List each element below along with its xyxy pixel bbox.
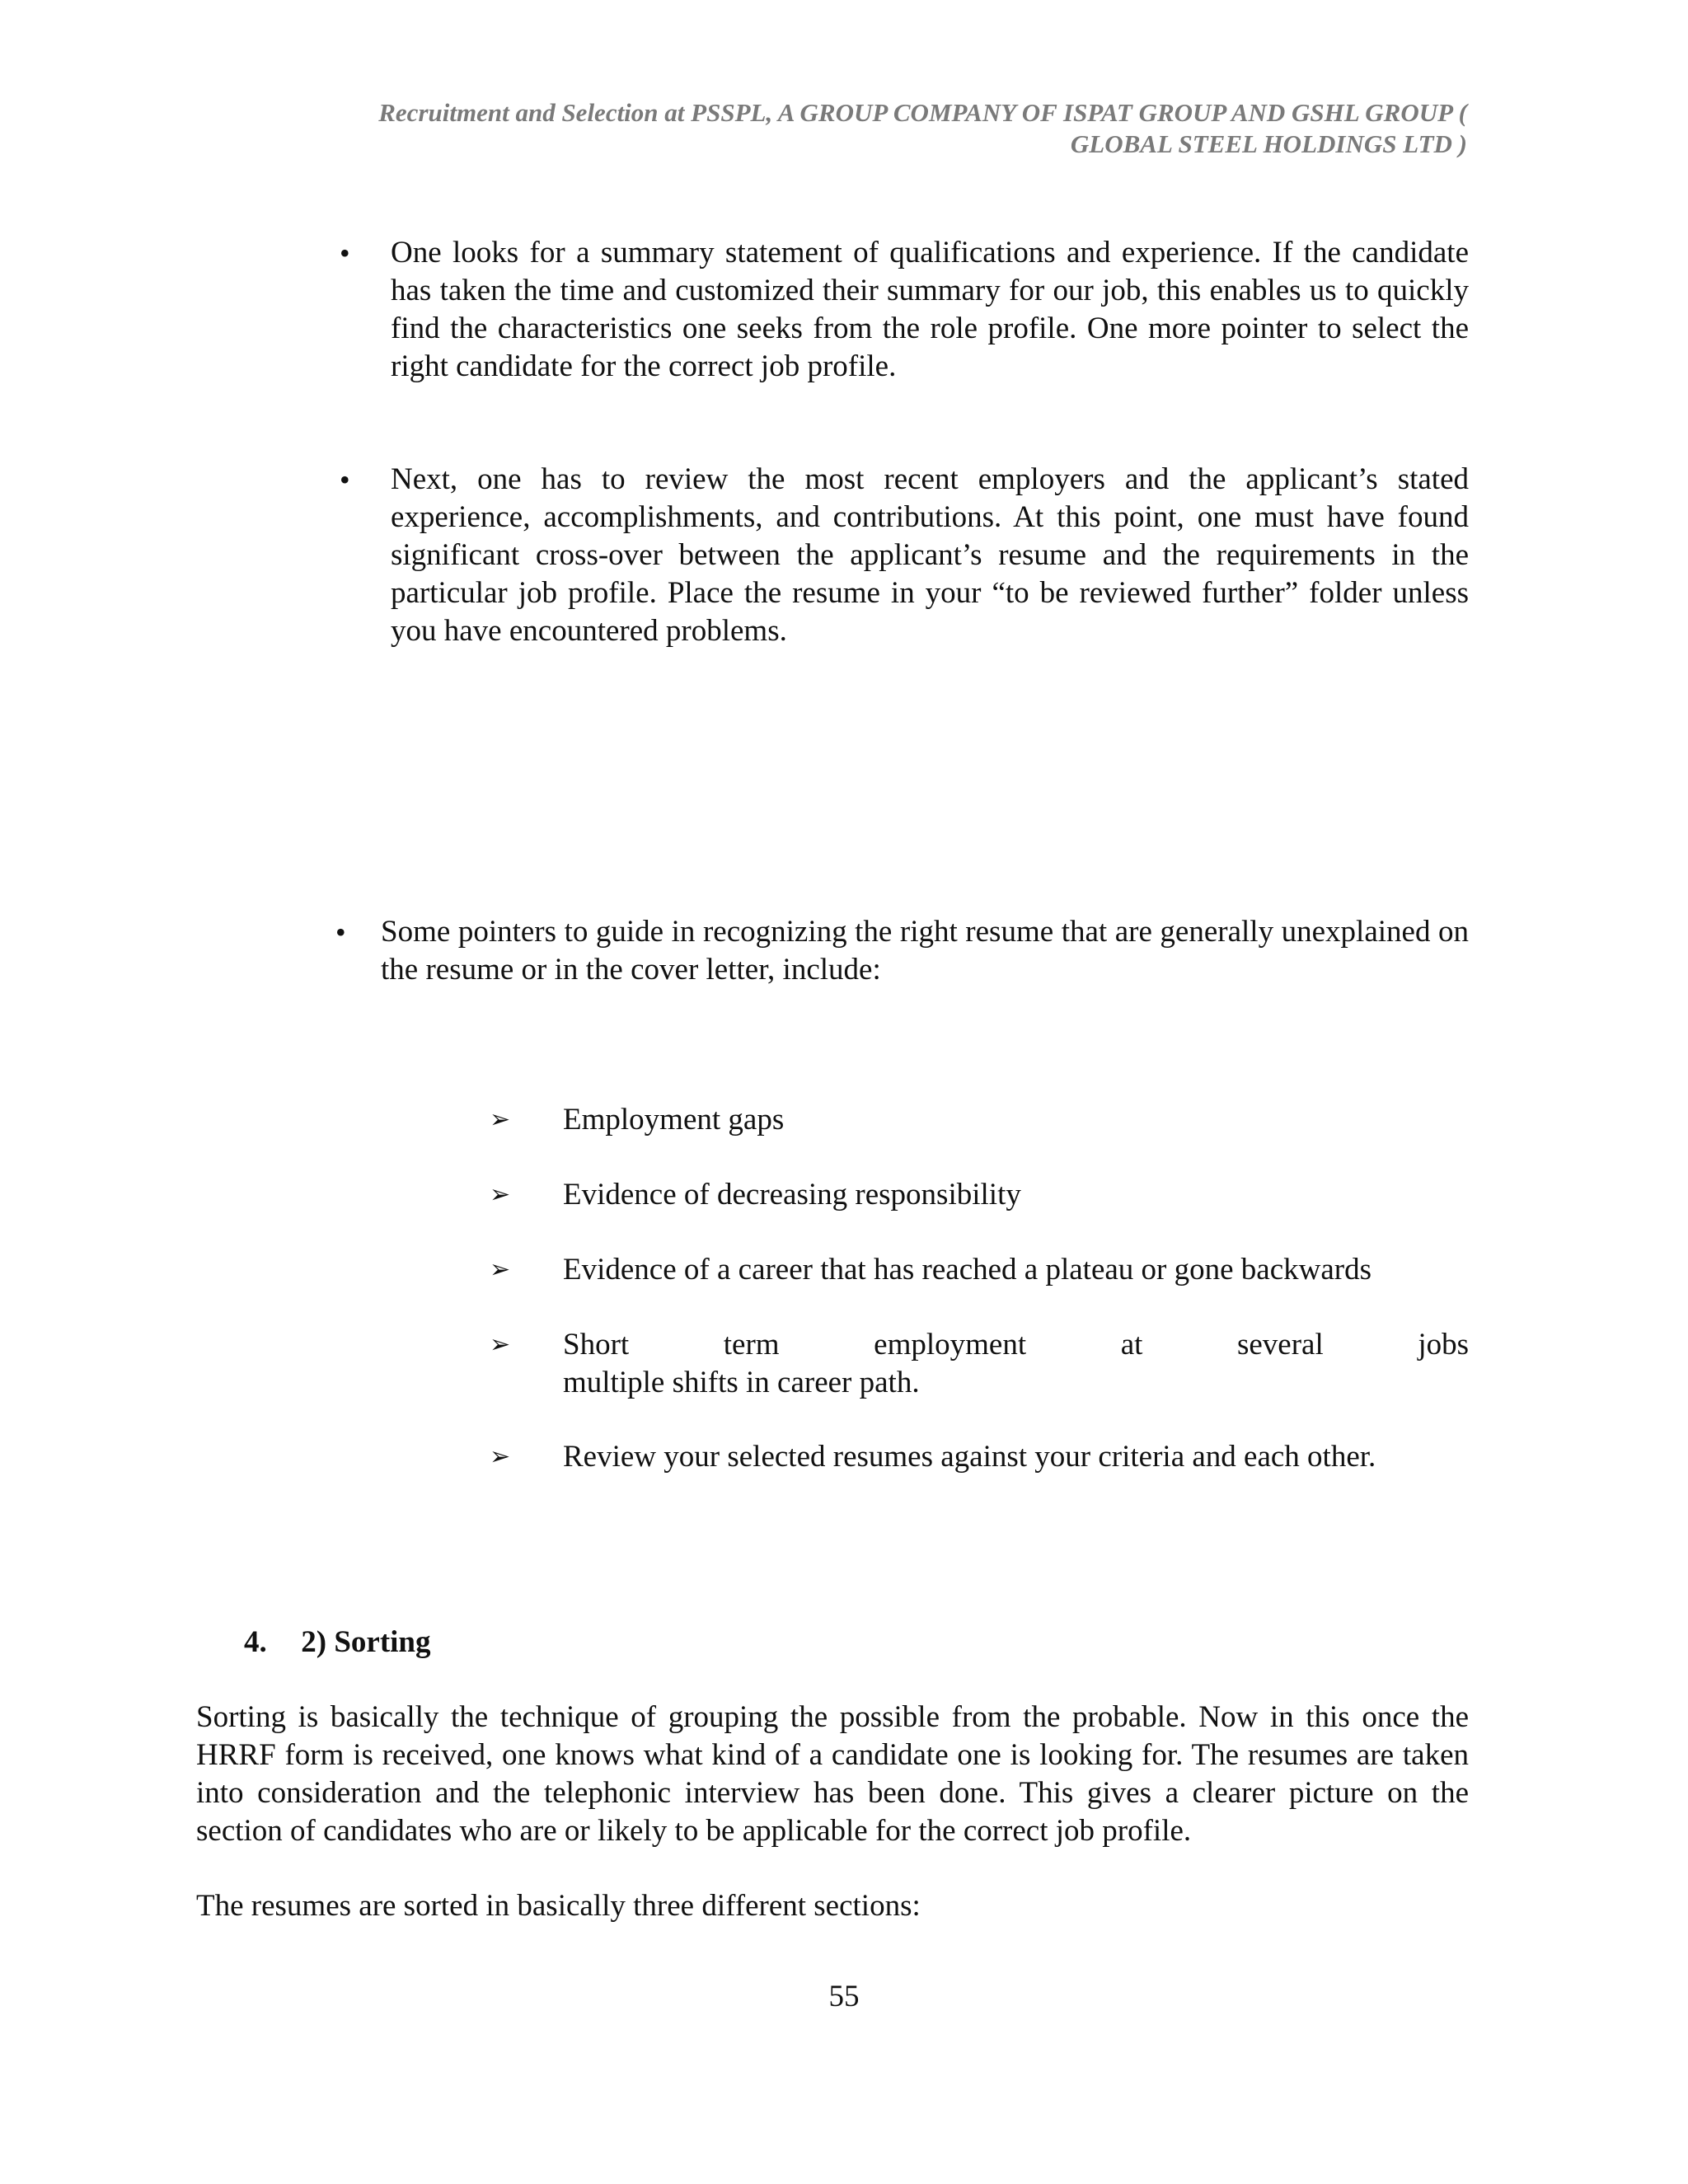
pointer-text: Employment gaps xyxy=(563,1103,785,1137)
bullet-icon: • xyxy=(335,916,346,949)
running-header xyxy=(247,97,1467,160)
arrow-bullet-icon: ➢ xyxy=(490,1181,511,1208)
paragraph-sorting-definition: Sorting is basically the technique of grouping the possible from the probable. Now in this once the HRRF form is received, one knows what kind of a candidate one is looking for. The resumes are taken into consideration and the telephonic interview has been done. This gives a clearer picture on the section of candidates who are or likely to be applicable for the correct job profile. xyxy=(196,1700,1469,1848)
pointer-text-line-1: Short term employment at several jobs xyxy=(563,1328,1469,1361)
section-heading-sorting xyxy=(244,1624,431,1661)
bullet-icon: • xyxy=(340,463,350,496)
arrow-bullet-icon: ➢ xyxy=(490,1443,511,1470)
pointer-text: Evidence of a career that has reached a plateau or gone backwards xyxy=(563,1253,1372,1286)
pointer-text-line-2: multiple shifts in career path. xyxy=(563,1366,920,1399)
pointer-item-decreasing-responsibility xyxy=(490,1176,1469,1214)
bullet-icon: • xyxy=(340,237,350,269)
bullet-text-content: Some pointers to guide in recognizing the right resume that are generally unexplained on the resume or in the cover letter, include: xyxy=(381,915,1469,987)
running-header-line-2: GLOBAL STEEL HOLDINGS LTD ) xyxy=(1070,129,1467,158)
running-header-line-1: Recruitment and Selection at PSSPL, A GROUP COMPANY OF ISPAT GROUP AND GSHL GROUP ( xyxy=(378,98,1467,127)
bullet-item-review-employers xyxy=(340,461,1469,650)
arrow-bullet-icon: ➢ xyxy=(490,1331,511,1358)
bullet-text xyxy=(381,913,1469,989)
pointer-item-employment-gaps xyxy=(490,1101,1469,1139)
arrow-bullet-icon: ➢ xyxy=(490,1106,511,1133)
pointer-text xyxy=(563,1326,1469,1402)
bullet-item-summary xyxy=(340,234,1469,386)
page-number: 55 xyxy=(828,1980,860,2013)
section-title: 2) Sorting xyxy=(301,1625,431,1659)
pointer-item-career-plateau xyxy=(490,1251,1469,1289)
bullet-item-pointers xyxy=(335,913,1469,989)
pointer-text: Review your selected resumes against your criteria and each other. xyxy=(563,1440,1376,1474)
pointer-item-review-selected xyxy=(490,1438,1469,1476)
section-number: 4. xyxy=(244,1625,267,1659)
pointer-item-short-term-employment xyxy=(490,1326,1469,1402)
pointer-text: Evidence of decreasing responsibility xyxy=(563,1178,1021,1212)
arrow-bullet-icon: ➢ xyxy=(490,1256,511,1283)
bullet-text: Next, one has to review the most recent employers and the applicant’s stated experience, accomplishments, and contributions. At this point, one must have found significant cross-over between the applicant’s resume and the requirements in the particular job profile. Place the resume in your “to be reviewed further” folder unless you have encountered problems. xyxy=(391,462,1469,648)
paragraph-sorting-sections: The resumes are sorted in basically three different sections: xyxy=(196,1889,921,1923)
bullet-text: One looks for a summary statement of qualifications and experience. If the candidate has taken the time and customized their summary for our job, this enables us to quickly find the characteristics one seeks from the role profile. One more pointer to select the right candidate for the correct job profile. xyxy=(391,236,1469,383)
